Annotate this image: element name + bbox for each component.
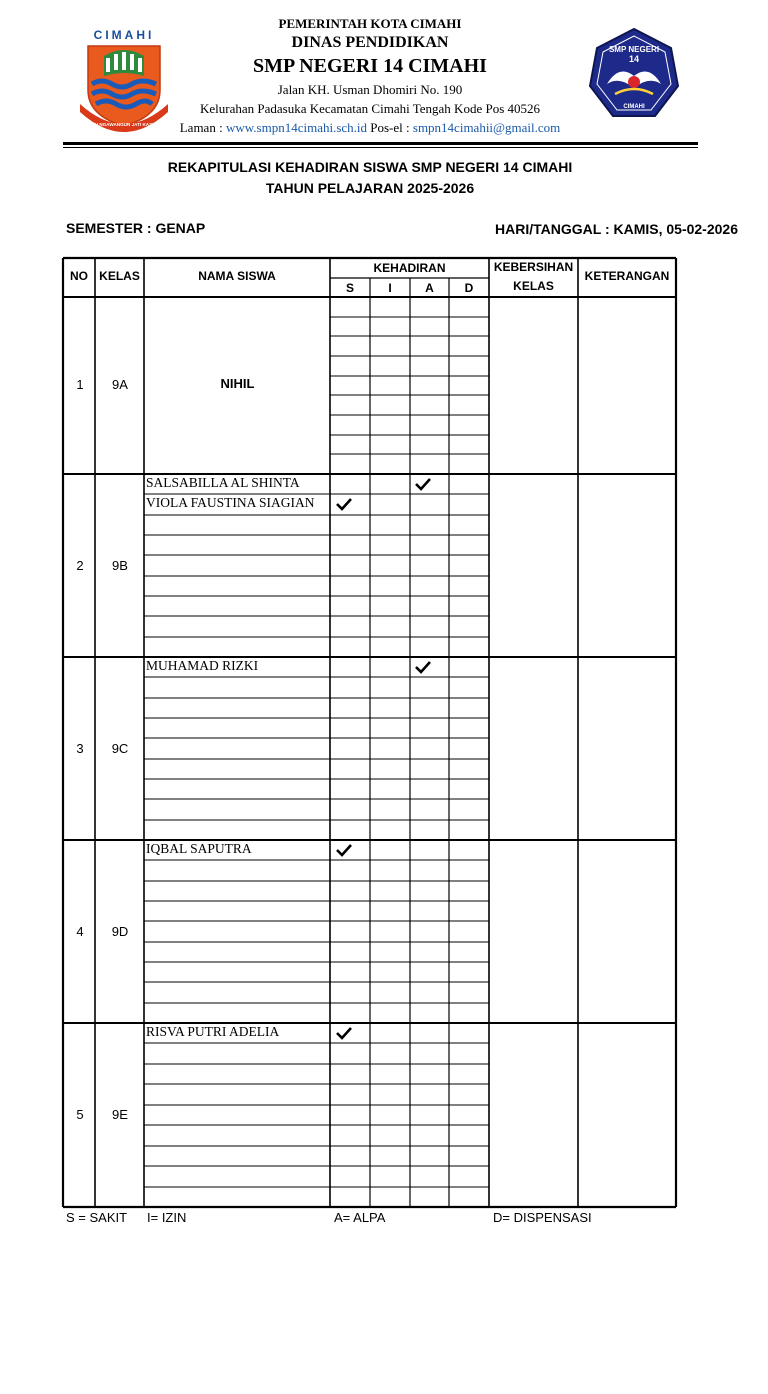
school-name: SMP NEGERI 14 CIMAHI (253, 55, 487, 77)
department-name: DINAS PENDIDIKAN (291, 34, 449, 51)
check-icon (335, 1026, 353, 1040)
report-title: REKAPITULASI KEHADIRAN SISWA SMP NEGERI 14 CIMAHI (167, 159, 573, 175)
header-kebersihan-kelas: KELAS (513, 279, 554, 293)
email-label: Pos-el : (370, 120, 410, 135)
class-name: 9A (112, 377, 128, 392)
header-keterangan: KETERANGAN (584, 269, 670, 283)
row-number: 4 (76, 924, 84, 939)
svg-text:SALUYU NGAWANGUN JATI KASUNDAN: SALUYU NGAWANGUN JATI KASUNDAN (79, 122, 169, 127)
email-link[interactable]: smpn14cimahii@gmail.com (412, 120, 561, 135)
legend-sakit: S = SAKIT (66, 1210, 128, 1225)
date-label: HARI/TANGGAL : KAMIS, 05-02-2026 (495, 221, 738, 237)
header-d: D (464, 281, 474, 295)
address-district: Kelurahan Padasuka Kecamatan Cimahi Tengah Kode Pos 40526 (199, 101, 540, 116)
student-name: RISVA PUTRI ADELIA (146, 1024, 280, 1039)
website-link[interactable]: www.smpn14cimahi.sch.id (225, 120, 368, 135)
row-number: 3 (76, 741, 84, 756)
academic-year: TAHUN PELAJARAN 2025-2026 (265, 180, 475, 196)
legend-alpa: A= ALPA (334, 1210, 386, 1225)
row-number: 2 (76, 558, 84, 573)
check-icon (414, 477, 432, 491)
nihil-note: NIHIL (220, 376, 255, 391)
class-name: 9D (111, 924, 129, 939)
semester-label: SEMESTER : GENAP (66, 220, 206, 236)
website-label: Laman : (179, 120, 223, 135)
header-a: A (425, 281, 434, 295)
header-no: NO (70, 269, 88, 283)
address-street: Jalan KH. Usman Dhomiri No. 190 (277, 82, 463, 97)
svg-text:SMP NEGERI: SMP NEGERI (608, 45, 660, 54)
check-icon (335, 843, 353, 857)
header-kehadiran: KEHADIRAN (373, 261, 446, 275)
row-number: 1 (76, 377, 84, 392)
government-name: PEMERINTAH KOTA CIMAHI (278, 16, 462, 31)
class-name: 9B (112, 558, 128, 573)
row-number: 5 (76, 1107, 84, 1122)
student-name: IQBAL SAPUTRA (146, 841, 252, 856)
class-name: 9E (112, 1107, 128, 1122)
svg-text:CIMAHI: CIMAHI (623, 104, 645, 110)
check-icon (335, 497, 353, 511)
svg-text:14: 14 (628, 54, 640, 64)
class-name: 9C (111, 741, 129, 756)
header-s: S (345, 281, 354, 295)
header-kelas: KELAS (99, 269, 140, 283)
svg-text:CIMAHI: CIMAHI (93, 28, 155, 42)
student-name: SALSABILLA AL SHINTA (146, 475, 300, 490)
legend-izin: I= IZIN (147, 1210, 187, 1225)
student-name: MUHAMAD RIZKI (146, 658, 259, 673)
header-i: I (388, 281, 392, 295)
student-name: VIOLA FAUSTINA SIAGIAN (146, 495, 315, 510)
header-nama-siswa: NAMA SISWA (198, 269, 276, 283)
legend-dispensasi: D= DISPENSASI (493, 1210, 592, 1225)
header-kebersihan: KEBERSIHAN (493, 260, 574, 274)
check-icon (414, 660, 432, 674)
